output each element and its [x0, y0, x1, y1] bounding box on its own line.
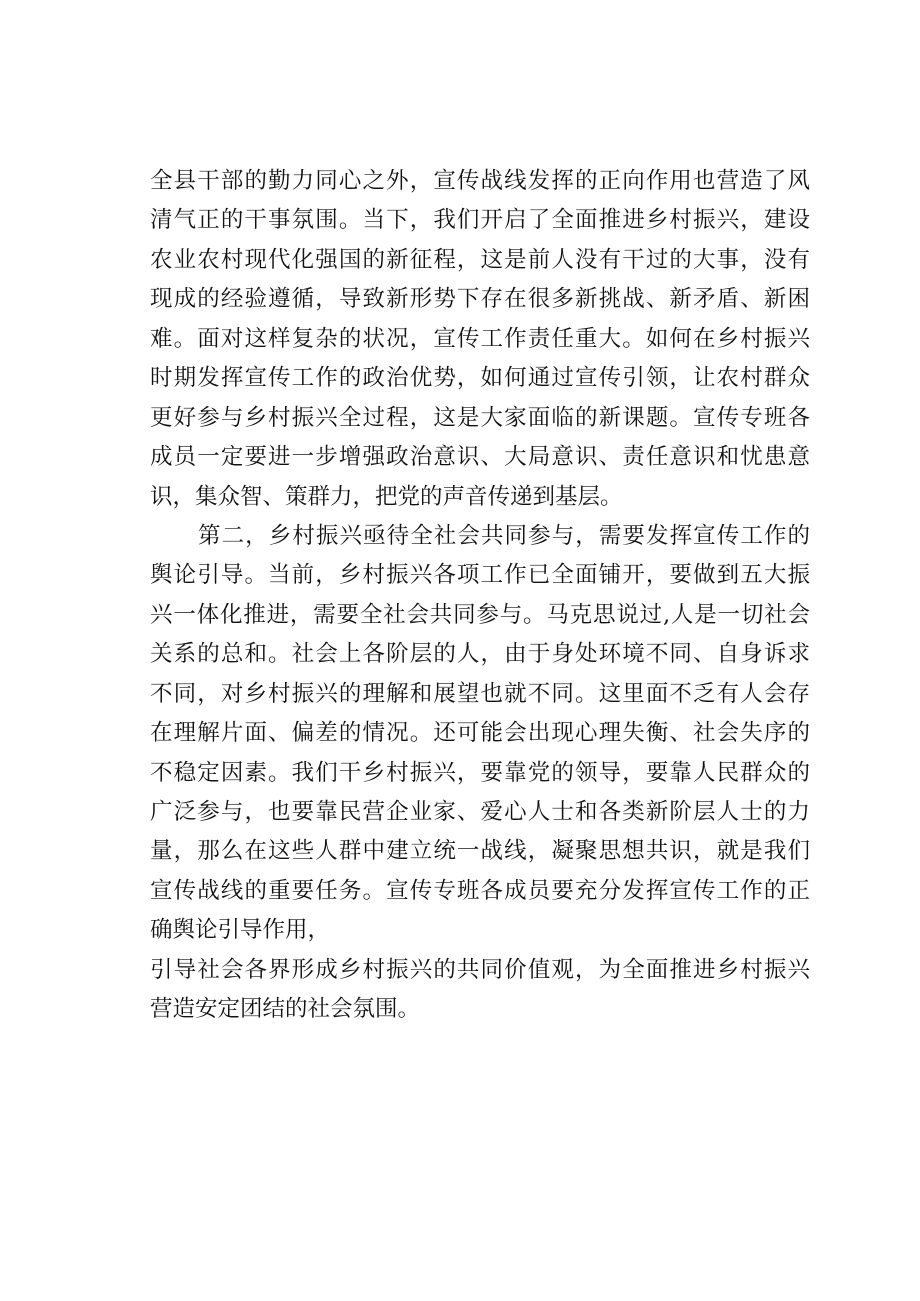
- text-line: 现成的经验遵循，导致新形势下存在很多新挑战、新矛盾、新困: [150, 286, 810, 313]
- text-line: 确舆论引导作用，: [150, 917, 331, 944]
- text-line: 农业农村现代化强国的新征程，这是前人没有干过的大事，没有: [150, 246, 810, 273]
- text-line: 量，那么在这些人群中建立统一战线，凝聚思想共识，就是我们: [150, 838, 810, 865]
- text-line: 识，集众智、策群力，把党的声音传递到基层。: [150, 483, 623, 510]
- paragraph-start-line: 第二，乡村振兴亟待全社会共同参与，需要发挥宣传工作的: [198, 522, 810, 549]
- text-line: 广泛参与，也要靠民营企业家、爱心人士和各类新阶层人士的力: [150, 799, 810, 825]
- text-line: 时期发挥宣传工作的政治优势，如何通过宣传引领，让农村群众: [150, 365, 810, 392]
- text-line: 不稳定因素。我们干乡村振兴，要靠党的领导，要靠人民群众的: [150, 759, 810, 786]
- text-line: 舆论引导。当前，乡村振兴各项工作已全面铺开，要做到五大振: [150, 562, 810, 589]
- text-line: 难。面对这样复杂的状况，宣传工作责任重大。如何在乡村振兴: [150, 325, 810, 352]
- text-line: 兴一体化推进，需要全社会共同参与。马克思说过,人是一切社会: [150, 601, 810, 628]
- text-line: 宣传战线的重要任务。宣传专班各成员要充分发挥宣传工作的正: [150, 877, 810, 904]
- text-line: 全县干部的勤力同心之外，宣传战线发挥的正向作用也营造了风: [150, 168, 810, 194]
- text-line: 营造安定团结的社会氛围。: [150, 996, 421, 1023]
- text-line: 清气正的干事氛围。当下，我们开启了全面推进乡村振兴，建设: [150, 207, 810, 234]
- text-line: 更好参与乡村振兴全过程，这是大家面临的新课题。宣传专班各: [150, 404, 810, 431]
- text-line: 不同，对乡村振兴的理解和展望也就不同。这里面不乏有人会存: [150, 680, 810, 707]
- text-line: 成员一定要进一步增强政治意识、大局意识、责任意识和忧患意: [150, 444, 810, 471]
- text-line: 关系的总和。社会上各阶层的人，由于身处环境不同、自身诉求: [150, 641, 810, 668]
- text-line: 引导社会各界形成乡村振兴的共同价值观，为全面推进乡村振兴: [150, 956, 810, 983]
- text-line: 在理解片面、偏差的情况。还可能会出现心理失衡、社会失序的: [150, 720, 810, 747]
- body-text: [150, 162, 810, 1030]
